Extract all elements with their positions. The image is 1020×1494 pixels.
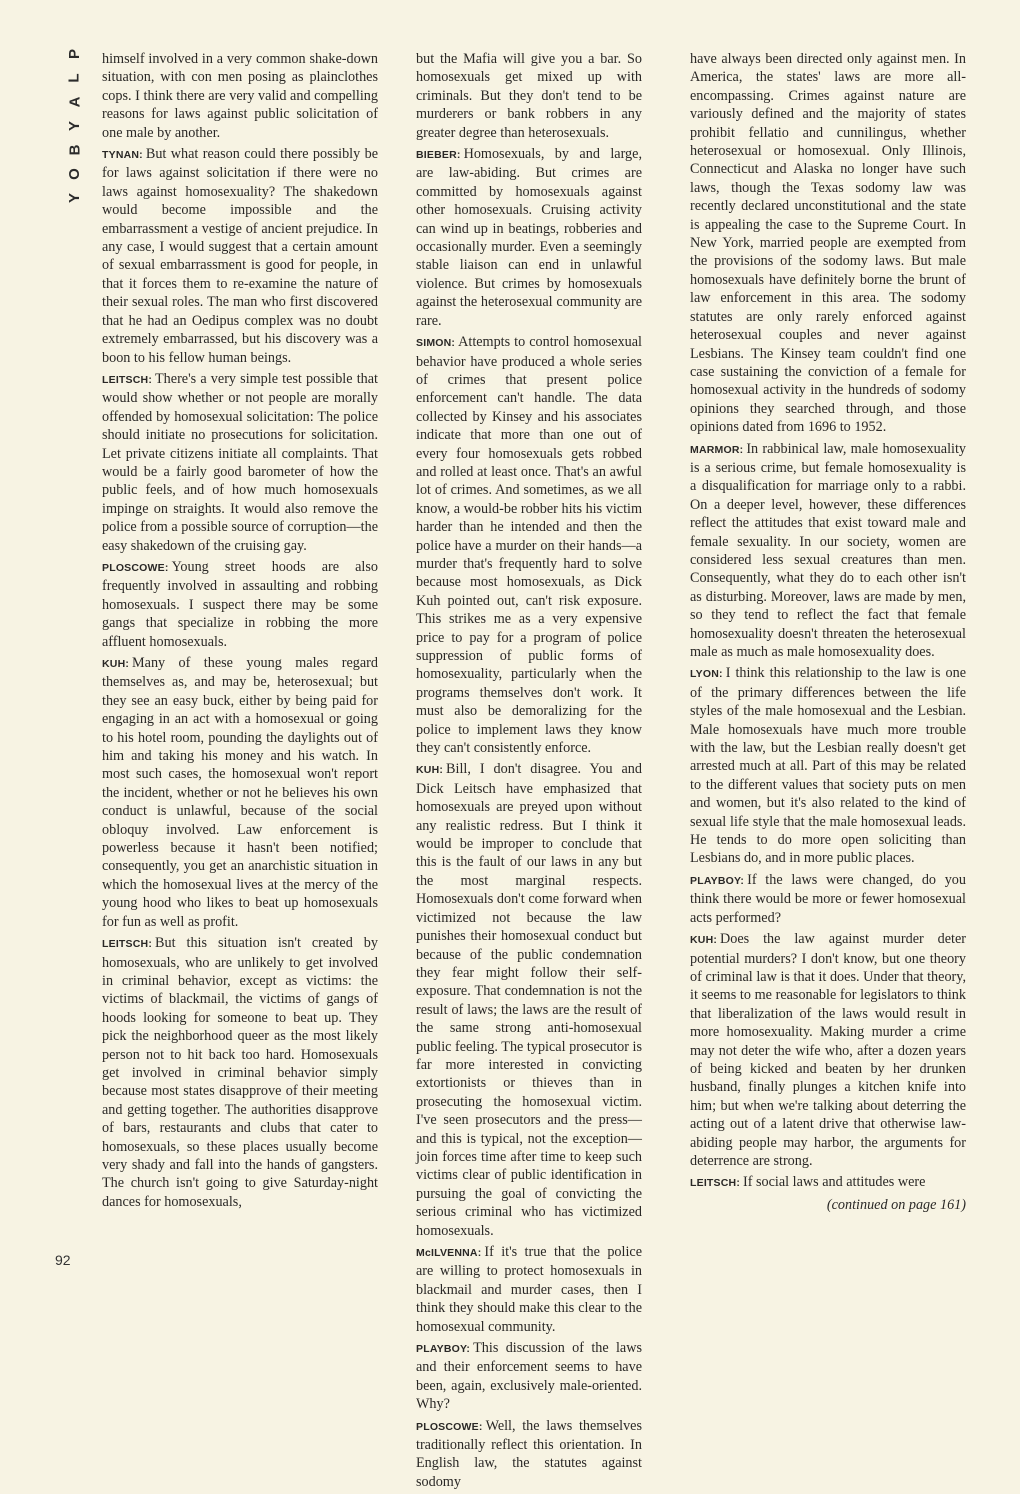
paragraph [416, 1339, 642, 1414]
speaker-label: LYON: [690, 668, 723, 681]
paragraph-text: If the laws were changed, do you think there would be more or fewer homosexual acts performed? [690, 871, 966, 926]
speaker-label: LEITSCH: [102, 373, 153, 386]
column-1 [102, 50, 378, 1214]
paragraph [102, 145, 378, 367]
paragraph [416, 1243, 642, 1336]
paragraph [102, 934, 378, 1211]
column-2 [416, 50, 642, 1494]
speaker-label: KUH: [690, 934, 718, 947]
speaker-label: PLOSCOWE: [416, 1420, 483, 1433]
paragraph [102, 370, 378, 555]
paragraph [416, 50, 642, 142]
paragraph-text: Attempts to control homosexual behavior have produced a whole series of crimes that present police enforcement can't handle. The data collected by Kinsey and his associates indicate that more than one out of every four homosexuals gets robbed and rolled at least once. That's an awful lot of crimes. And sometimes, as we all know, a would-be robber hits his victim harder than he intended and then the police have a murder on their hands—a murder that's frequently hard to solve because most homosexuals, as Dick Kuh pointed out, can't risk exposure. This strikes me as a very expensive price to pay for a program of police suppression of public forms of homosexuality, particularly when the programs themselves don't work. It must also be demoralizing for the police to implement laws they know they can't consistently enforce. [416, 334, 642, 757]
paragraph-text: In rabbinical law, male homosexuality is a serious crime, but female homosexuality is a disqualification for marriage only to a rabbi. On a deeper level, however, these differences reflect the attitudes that exist toward male and female sexuality. In our society, women are considered less sexual creatures than men. Consequently, what they do to each other isn't as disturbing. Moreover, laws are made by men, so they tend to reflect the fact that female homosexuality doesn't threaten the heterosexual male as much as male homosexuality does. [690, 440, 966, 660]
paragraph [690, 440, 966, 662]
masthead [62, 42, 88, 210]
paragraph [416, 333, 642, 757]
paragraph-text: But what reason could there possibly be for laws against solicitation if there were no laws against homosexuality? The shakedown would become impossible and the embarrassment a vestige of ancient prejudice. In any case, I would suggest that a certain amount of sexual embarrassment is good for people, in that it forces them to re-examine the nature of their sexual roles. The man who first discovered that he had an Oedipus complex was no doubt extremely embarrassed, but his discovery was a boon to his fellow human beings. [102, 146, 378, 366]
paragraph [102, 50, 378, 142]
masthead-letter: Y [65, 192, 83, 204]
paragraph-text: This discussion of the laws and their enforcement seems to have been, again, exclusively male-oriented. Why? [416, 1340, 642, 1413]
paragraph [690, 1173, 966, 1192]
paragraph-text: I think this relationship to the law is one of the primary differences between the life styles of the male homosexual and the Lesbian. Male homosexuals have much more trouble with the law, but the Lesbian really doesn't get arrested much at all. Part of this may be related to the different values that society puts on men and women, but it's also related to the kind of sexual life style that the male homosexual leads. He tends to do more open soliciting than Lesbians do, and in more public places. [690, 665, 966, 867]
speaker-label: PLOSCOWE: [102, 561, 169, 574]
speaker-label: PLAYBOY: [690, 874, 745, 887]
masthead-letter: L [65, 73, 83, 83]
paragraph [690, 871, 966, 927]
paragraph-text: If social laws and attitudes were [743, 1174, 926, 1191]
paragraph-text: Homosexuals, by and large, are law-abiding. But crimes are committed by homosexuals against other homosexuals. Cruising activity can wind up in beatings, robberies and occasionally murder. Even a seemingly stable liaison can end in unlawful violence. But crimes by homosexuals against the heterosexual community are rare. [416, 146, 642, 329]
paragraph-text: If it's true that the police are willing to protect homosexuals in blackmail and murder cases, then I think they should make this clear to the homosexual community. [416, 1244, 642, 1335]
paragraph-text: himself involved in a very common shake-down situation, with con men posing as plainclothes cops. I think there are very valid and compelling reasons for laws against public solicitation of one male by another. [102, 51, 378, 141]
speaker-label: TYNAN: [102, 149, 143, 162]
paragraph [416, 1417, 642, 1492]
paragraph-text: But this situation isn't created by homosexuals, who are unlikely to get involved in criminal behavior, except as victims: the victims of blackmail, the victims of gangs of hoods looking for someone to beat up. They pick the neighborhood queer as the most likely person not to hit back too hard. Homosexuals get involved in criminal behavior simply because most states disapprove of their meeting and getting together. The authorities disapprove of bars, restaurants and clubs that cater to homosexuals, so these places usually become very shady and fall into the hands of gangsters. The church isn't going to give Saturday-night dances for homosexuals, [102, 935, 378, 1210]
masthead-letter: P [65, 48, 83, 60]
paragraph-text: have always been directed only against men. In America, the states' laws are more all-encompassing. Crimes against nature are variously defined and the majority of states prohibit fellatio and cunnilingus, whether heterosexual or homosexual. Only Illinois, Connecticut and Alaska no longer have such laws, though the Texas sodomy law was recently declared unconstitutional and the state is appealing the case to the Supreme Court. In New York, married people are exempted from the provisions of the sodomy laws. But male homosexuals have definitely borne the brunt of law enforcement in this area. The sodomy statutes are only rarely enforced against heterosexual couples and never against Lesbians. The Kinsey team couldn't find one case sustaining the conviction of a female for homosexual activity in the hundreds of sodomy opinions they searched through, and those opinions dated from 1696 to 1952. [690, 51, 966, 436]
paragraph [102, 654, 378, 931]
column-3 [690, 50, 966, 1214]
continuation-note: (continued on page 161) [826, 1196, 966, 1213]
masthead-letter: A [66, 96, 83, 108]
speaker-label: BIEBER: [416, 149, 461, 162]
paragraph-text: but the Mafia will give you a bar. So homosexuals get mixed up with criminals. But they don't tend to be murderers or bank robbers in any greater degree than heterosexuals. [416, 51, 642, 141]
speaker-label: PLAYBOY: [416, 1343, 471, 1356]
paragraph [690, 664, 966, 867]
speaker-label: McILVENNA: [416, 1247, 482, 1259]
masthead-letter: O [65, 168, 83, 180]
paragraph [102, 558, 378, 651]
paragraph [690, 50, 966, 437]
speaker-label: LEITSCH: [102, 938, 153, 951]
speaker-label: MARMOR: [690, 443, 744, 456]
speaker-label: KUH: [102, 658, 130, 670]
paragraph-text: Does the law against murder deter potential murders? I don't know, but one theory of criminal law is that it does. Under that theory, it seems to me reasonable for legislators to think that liberalization of the laws would result in more homosexuality. Making murder a crime may not deter the wife who, after a dozen years of being kicked and beaten by her drunken husband, finally plunges a kitchen knife into him; but when we're talking about deterring the acting out of a latent drive that otherwise law-abiding people may harbor, the arguments for deterrence are strong. [690, 931, 966, 1169]
paragraph-text: Well, the laws themselves traditionally reflect this orientation. In English law, the statutes against sodomy [416, 1417, 642, 1490]
paragraph-text: Many of these young males regard themselves as, and may be, heterosexual; but they see an easy buck, either by being paid for engaging in an act with a homosexual or going to his hotel room, pounding the daylights out of him and taking his money and his watch. In most such cases, the homosexual won't report the incident, whether or not he believes his own conduct is unlawful, because of the social obloquy involved. Law enforcement is powerless because it hasn't been notified; consequently, you get an anarchistic situation in which the homosexual lives at the mercy of the young hood who likes to beat up homosexuals for fun as well as profit. [102, 655, 378, 930]
paragraph [690, 930, 966, 1170]
paragraph-text: Young street hoods are also frequently involved in assaulting and robbing homosexuals. I suspect there may be some gangs that specialize in robbing the more affluent homosexuals. [102, 558, 378, 650]
paragraph-text: Bill, I don't disagree. You and Dick Leitsch have emphasized that homosexuals are preyed upon without any realistic redress. But I think it would be improper to conclude that this is the fault of our laws in any but the most marginal respects. Homosexuals don't come forward when victimized not because the law punishes their homosexual conduct but because of the public condemnation they fear might follow their self-exposure. That condemnation is not the result of laws; the laws are the result of the same strong anti-homosexual public feeling. The typical prosecutor is far more interested in convicting extortionists or thieves than in prosecuting the homosexual victim. I've seen prosecutors and the press—and this is typical, not the exception—join forces time after time to keep such victims clear of public identification in pursuing the goal of convicting the serious criminal who has victimized homosexuals. [416, 761, 642, 1239]
masthead-letter: Y [65, 120, 83, 132]
page-number: 92 [55, 1252, 71, 1268]
speaker-label: LEITSCH: [690, 1177, 741, 1190]
masthead-letter: B [66, 144, 83, 156]
paragraph [416, 145, 642, 330]
speaker-label: SIMON: [416, 337, 456, 350]
speaker-label: KUH: [416, 764, 444, 777]
paragraph-text: There's a very simple test possible that would show whether or not people are morally offended by homosexual solicitation: The police should initiate no prosecutions for solicitation. Let private citizens initiate all complaints. That would be a fairly good barometer of how the public feels, and of how much homosexuals impinge on straights. It would also remove the police from a possible source of corruption—the easy shakedown of the cruising gay. [102, 370, 378, 554]
paragraph [416, 760, 642, 1240]
